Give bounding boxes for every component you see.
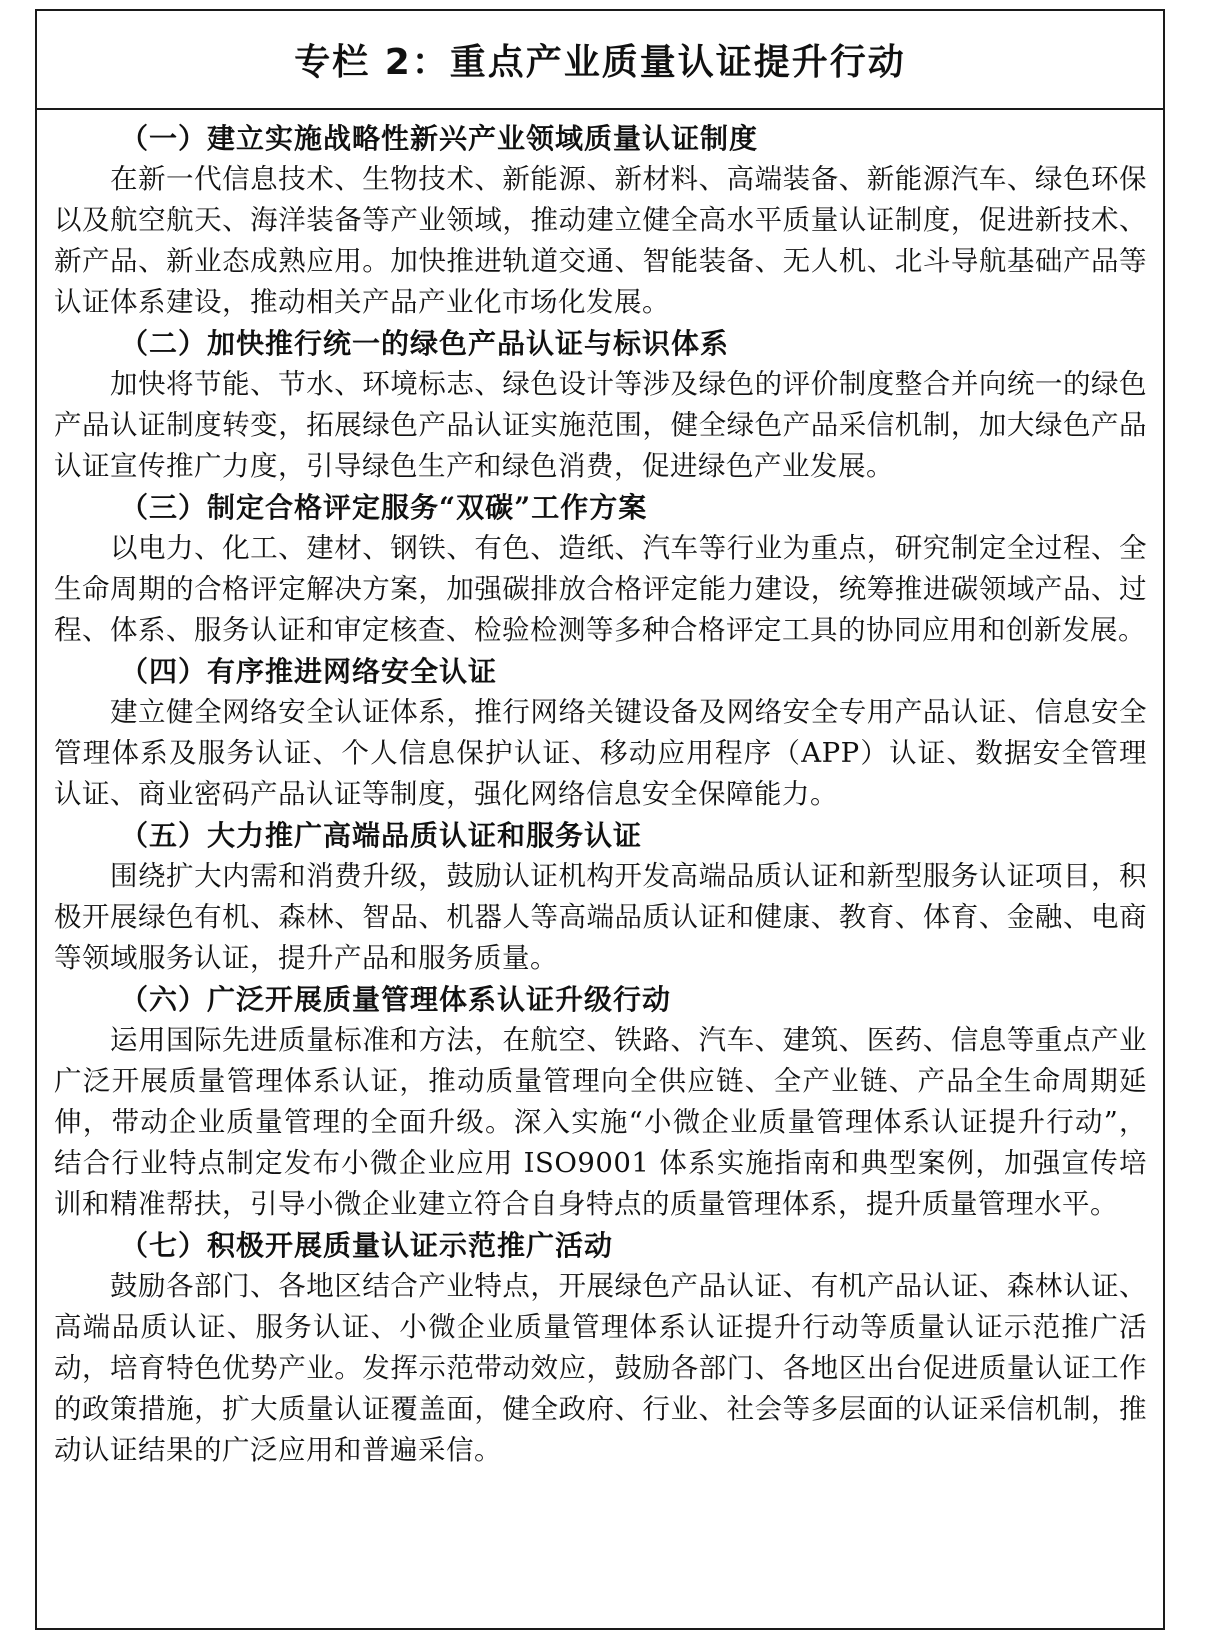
title-bar	[37, 11, 1163, 110]
section-4	[54, 651, 1147, 815]
column-title: 专栏 2：重点产业质量认证提升行动	[294, 42, 906, 83]
section-heading: （一）建立实施战略性新兴产业领域质量认证制度	[120, 122, 759, 155]
section-body: 建立健全网络安全认证体系，推行网络关键设备及网络安全专用产品认证、信息安全管理体系及服务认证、个人信息保护认证、移动应用程序（APP）认证、数据安全管理认证、商业密码产品认证等制度，强化网络信息安全保障能力。	[54, 696, 1147, 810]
section-body: 加快将节能、节水、环境标志、绿色设计等涉及绿色的评价制度整合并向统一的绿色产品认证制度转变，拓展绿色产品认证实施范围，健全绿色产品采信机制，加大绿色产品认证宣传推广力度，引导绿色生产和绿色消费，促进绿色产业发展。	[54, 368, 1147, 482]
section-heading: （五）大力推广高端品质认证和服务认证	[120, 819, 643, 852]
section-5	[54, 815, 1147, 979]
section-heading: （三）制定合格评定服务“双碳”工作方案	[120, 491, 648, 524]
section-2	[54, 323, 1147, 487]
column-box	[35, 9, 1165, 1630]
section-body: 运用国际先进质量标准和方法，在航空、铁路、汽车、建筑、医药、信息等重点产业广泛开展质量管理体系认证，推动质量管理向全供应链、全产业链、产品全生命周期延伸，带动企业质量管理的全面升级。深入实施“小微企业质量管理体系认证提升行动”，结合行业特点制定发布小微企业应用 ISO9001 体系实施指南和典型案例，加强宣传培训和精准帮扶，引导小微企业建立符合自身特点的质量管理体系，提升质量管理水平。	[54, 1024, 1147, 1220]
section-heading: （六）广泛开展质量管理体系认证升级行动	[120, 983, 672, 1016]
section-heading: （二）加快推行统一的绿色产品认证与标识体系	[120, 327, 730, 360]
section-body: 鼓励各部门、各地区结合产业特点，开展绿色产品认证、有机产品认证、森林认证、高端品质认证、服务认证、小微企业质量管理体系认证提升行动等质量认证示范推广活动，培育特色优势产业。发挥示范带动效应，鼓励各部门、各地区出台促进质量认证工作的政策措施，扩大质量认证覆盖面，健全政府、行业、社会等多层面的认证采信机制，推动认证结果的广泛应用和普遍采信。	[54, 1270, 1147, 1466]
section-body: 以电力、化工、建材、钢铁、有色、造纸、汽车等行业为重点，研究制定全过程、全生命周期的合格评定解决方案，加强碳排放合格评定能力建设，统筹推进碳领域产品、过程、体系、服务认证和审定核查、检验检测等多种合格评定工具的协同应用和创新发展。	[54, 532, 1147, 646]
section-heading: （四）有序推进网络安全认证	[120, 655, 498, 688]
section-body: 围绕扩大内需和消费升级，鼓励认证机构开发高端品质认证和新型服务认证项目，积极开展绿色有机、森林、智品、机器人等高端品质认证和健康、教育、体育、金融、电商等领域服务认证，提升产品和服务质量。	[54, 860, 1147, 974]
section-body: 在新一代信息技术、生物技术、新能源、新材料、高端装备、新能源汽车、绿色环保以及航空航天、海洋装备等产业领域，推动建立健全高水平质量认证制度，促进新技术、新产品、新业态成熟应用。加快推进轨道交通、智能装备、无人机、北斗导航基础产品等认证体系建设，推动相关产品产业化市场化发展。	[54, 163, 1147, 318]
section-7	[54, 1225, 1147, 1471]
section-heading: （七）积极开展质量认证示范推广活动	[120, 1229, 614, 1262]
section-3	[54, 487, 1147, 651]
section-1	[54, 118, 1147, 323]
column-content	[37, 110, 1163, 1471]
section-6	[54, 979, 1147, 1225]
